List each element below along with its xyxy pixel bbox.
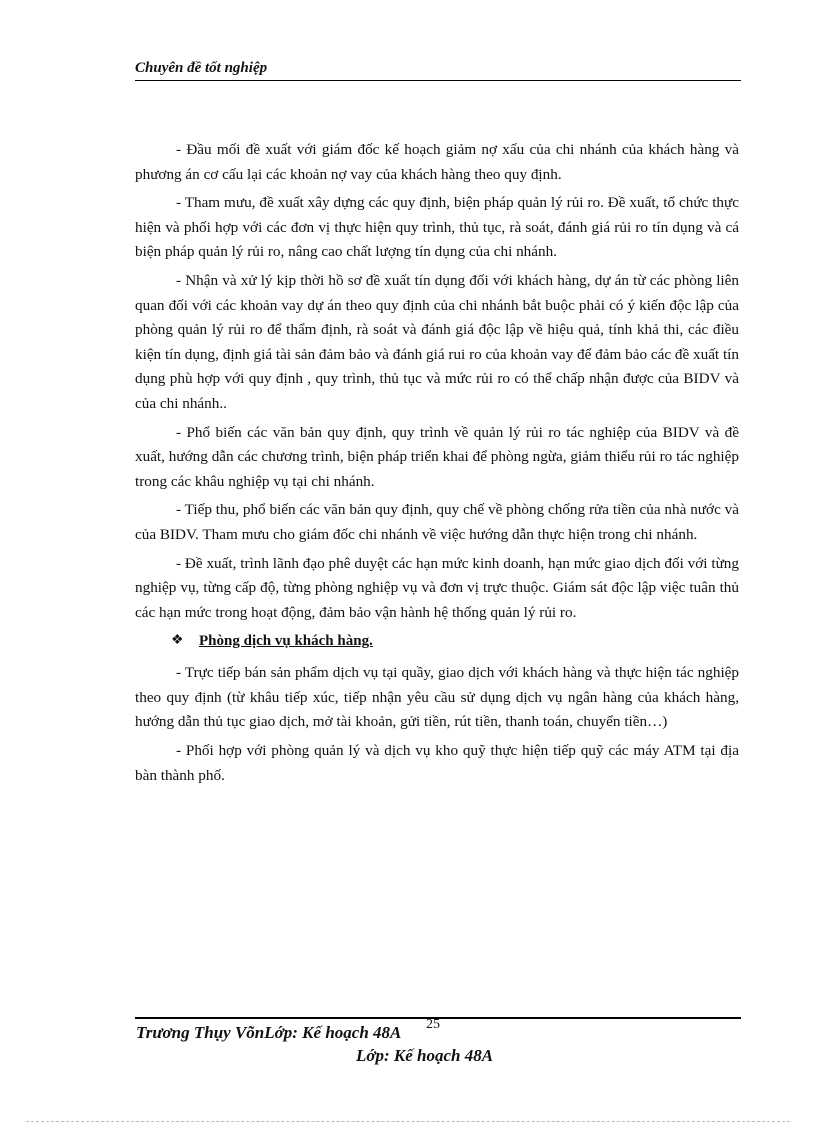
paragraph: - Đầu mối đề xuất với giám đốc kế hoạch giảm nợ xấu của chi nhánh của khách hàng và phương án cơ cấu lại các khoản nợ vay của khách hàng theo quy định.: [135, 141, 739, 183]
section-title: Phòng dịch vụ khách hàng.: [199, 633, 373, 650]
page-number: 25: [426, 1017, 440, 1032]
paragraph: - Tham mưu, đề xuất xây dựng các quy định, biện pháp quản lý rủi ro. Đề xuất, tổ chức thực hiện và phối hợp với các đơn vị thực hiện quy trình, thủ tục, rà soát, đánh giá rủi ro tín dụng và cá biện pháp quản lý rủi ro, nâng cao chất lượng tín dụng của chi nhánh.: [135, 194, 739, 261]
paragraph: - Trực tiếp bán sản phẩm dịch vụ tại quầy, giao dịch với khách hàng và thực hiện tác nghiệp theo quy định (từ khâu tiếp xúc, tiếp nhận yêu cầu sử dụng dịch vụ ngân hàng của khách hàng, hướng dẫn thủ tục giao dịch, mở tài khoản, gửi tiền, rút tiền, thanh toán, chuyển tiền…): [135, 664, 739, 731]
document-body: [135, 138, 739, 792]
diamond-bullet-icon: ❖: [171, 633, 184, 649]
paragraph: - Phối hợp với phòng quản lý và dịch vụ kho quỹ thực hiện tiếp quỹ các máy ATM tại địa bàn thành phố.: [135, 742, 739, 784]
paragraph: - Phổ biến các văn bản quy định, quy trình về quản lý rủi ro tác nghiệp của BIDV và đề xuất, hướng dẫn các chương trình, biện pháp triển khai để phòng ngừa, giảm thiểu rủi ro tác nghiệp trong các khâu nghiệp vụ tại chi nhánh.: [135, 423, 739, 490]
page-edge-divider: [26, 1121, 790, 1122]
header-title: Chuyên đề tốt nghiệp: [135, 60, 268, 76]
paragraph: - Đề xuất, trình lãnh đạo phê duyệt các hạn mức kinh doanh, hạn mức giao dịch đối với từng nghiệp vụ, từng cấp độ, từng phòng nghiệp vụ và đơn vị trực thuộc. Giám sát độc lập việc tuân thủ các hạn mức trong hoạt động, đảm bảo vận hành hệ thống quản lý rủi ro.: [135, 554, 739, 621]
paragraph: - Nhận và xử lý kịp thời hồ sơ đề xuất tín dụng đối với khách hàng, dự án từ các phòng liên quan đối với các khoản vay dự án theo quy định của chi nhánh bắt buộc phải có ý kiến độc lập của phòng quản lý rủi ro để thẩm định, rà soát và đánh giá độc lập về hiệu quả, tính khả thi, các điều kiện tín dụng, định giá tài sản đảm bảo và đánh giá rui ro của khoản vay để đảm bảo các đề xuất tín dụng phù hợp với quy định , quy trình, thủ tục và mức rủi ro có thể chấp nhận được của BIDV và của chi nhánh..: [135, 271, 739, 412]
footer-author: Trương Thụy VõnLớp: Kế hoạch 48A: [136, 1023, 402, 1042]
paragraph: - Tiếp thu, phổ biến các văn bản quy định, quy chế về phòng chống rửa tiền của nhà nước và của BIDV. Tham mưu cho giám đốc chi nhánh về việc hướng dẫn thực hiện trong chi nhánh.: [135, 501, 739, 543]
section-heading: [171, 629, 739, 653]
page-header: [135, 58, 741, 81]
footer-class: Lớp: Kế hoạch 48A: [356, 1046, 494, 1065]
